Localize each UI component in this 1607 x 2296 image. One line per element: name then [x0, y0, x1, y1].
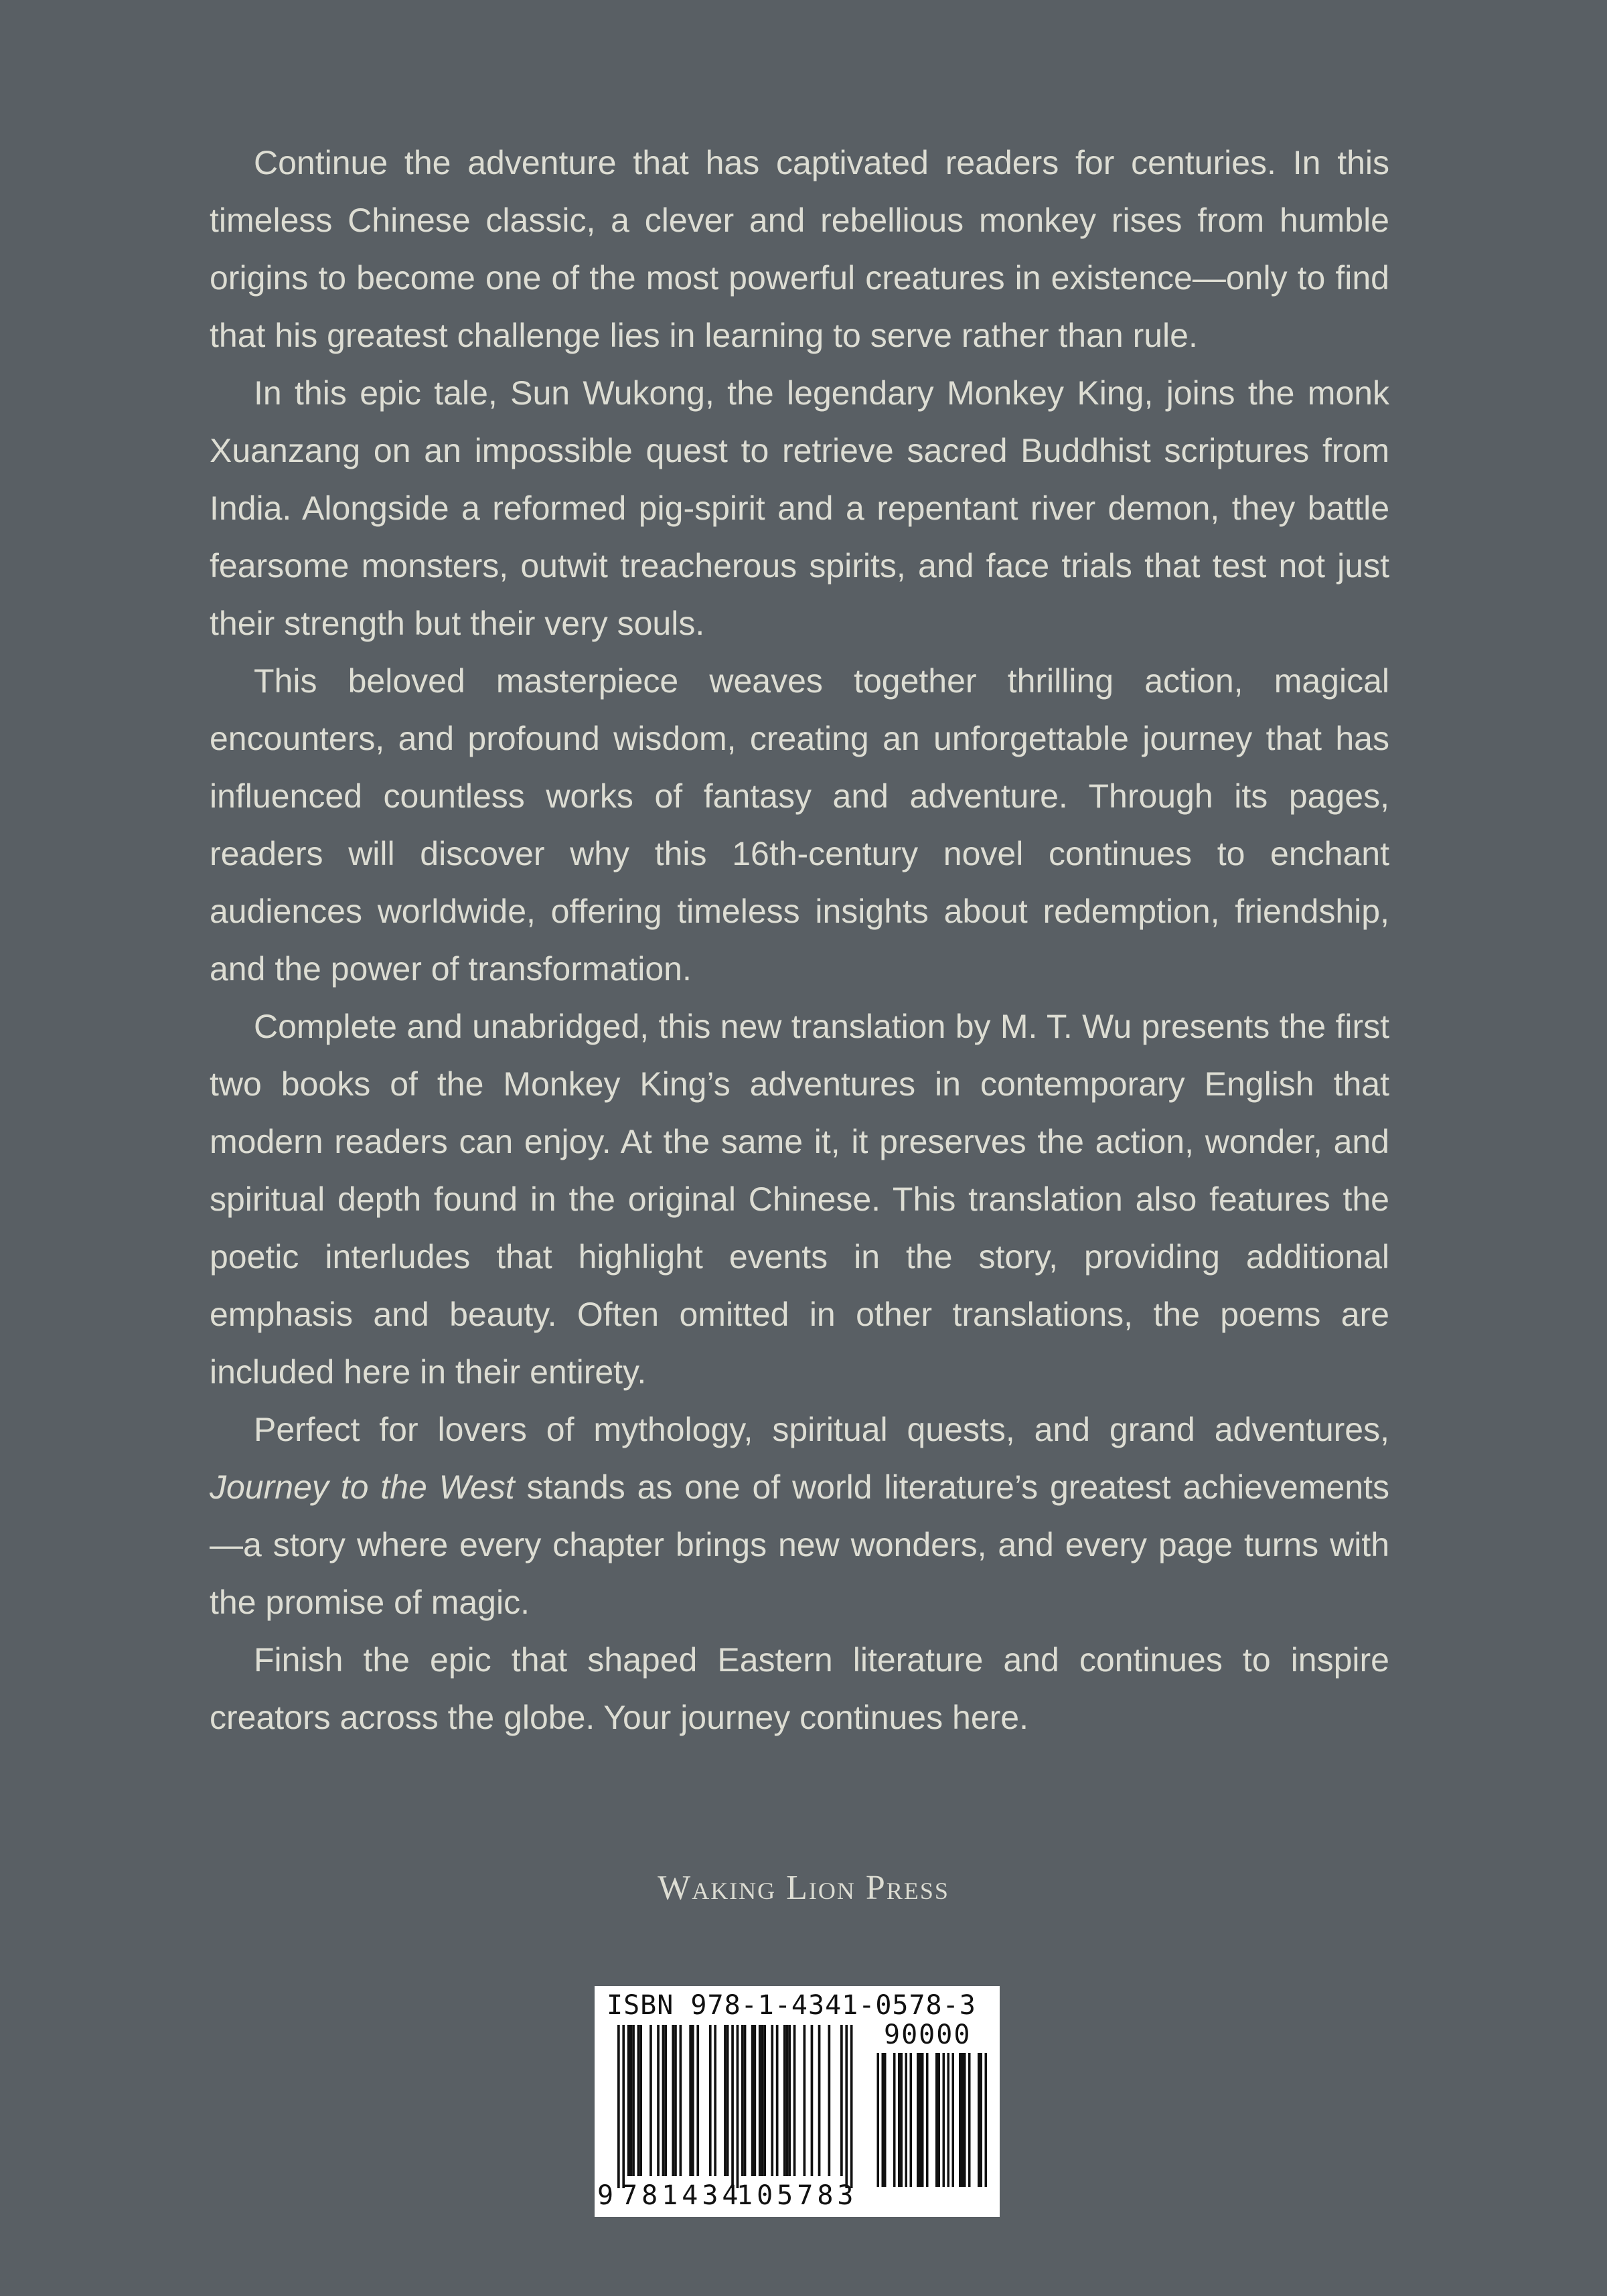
- book-title-italic: Journey to the West: [210, 1468, 515, 1506]
- data-bar: [637, 2025, 640, 2176]
- data-bar: [692, 2025, 694, 2176]
- data-bar: [818, 2025, 821, 2176]
- data-bar: [639, 2025, 642, 2176]
- data-bar: [776, 2025, 779, 2176]
- guard-bar: [731, 2025, 734, 2188]
- data-bar: [744, 2025, 747, 2176]
- ean-left-group: 781434: [621, 2180, 743, 2211]
- data-bar: [714, 2025, 716, 2176]
- blurb-paragraph-3: This beloved masterpiece weaves together thrilling action, magical encounters, and profound wisdom, creating an unforgettable journey that has influenced countless works of fantasy and adventure. Through its pages, readers will discover why this 16th-century novel continues to enchant audiences worldwide, offering timeless insights about redemption, friendship, and the power of transformation.: [210, 662, 1389, 988]
- guard-bar: [622, 2025, 625, 2188]
- blurb-paragraph-1: Continue the adventure that has captivated readers for centuries. In this timeless Chinese classic, a clever and rebellious monkey rises from humble origins to become one of the most powerful creatures in existence—only to find that his greatest challenge lies in learning to serve rather than rule.: [210, 144, 1389, 354]
- blurb-paragraph-2: In this epic tale, Sun Wukong, the legendary Monkey King, joins the monk Xuanzang on an impossible quest to retrieve sacred Buddhist scriptures from India. Alongside a reformed pig-spirit and a repentant river demon, they battle fearsome monsters, outwit treacherous spirits, and face trials that test not just their strength but their very souls.: [210, 374, 1389, 642]
- data-bar: [627, 2025, 630, 2176]
- isbn-label: ISBN 978-1-4341-0578-3: [607, 1990, 976, 2021]
- data-bar: [761, 2025, 764, 2176]
- ean-right-group: 105783: [737, 2180, 858, 2211]
- addon-bar: [919, 2053, 922, 2187]
- data-bar: [811, 2025, 814, 2176]
- addon-bar: [968, 2053, 971, 2187]
- data-bar: [672, 2025, 674, 2176]
- data-bar: [680, 2025, 682, 2176]
- data-bar: [751, 2025, 754, 2176]
- data-bar: [759, 2025, 761, 2176]
- data-bar: [828, 2025, 831, 2176]
- data-bar: [804, 2025, 806, 2176]
- addon-bar: [877, 2053, 880, 2187]
- guard-bar: [737, 2025, 739, 2188]
- blurb-paragraph-6: Finish the epic that shaped Eastern literature and continues to inspire creators across the globe. Your journey continues here.: [210, 1641, 1389, 1736]
- addon-bar: [893, 2053, 896, 2187]
- data-bar: [840, 2025, 843, 2176]
- addon-bar: [962, 2053, 964, 2187]
- data-bar: [786, 2025, 789, 2176]
- data-bar: [788, 2025, 791, 2176]
- data-bar: [630, 2025, 633, 2176]
- data-bar: [632, 2025, 635, 2176]
- addon-bar: [884, 2053, 887, 2187]
- addon-bar: [952, 2053, 955, 2187]
- addon-bar: [901, 2053, 903, 2187]
- addon-bar: [959, 2053, 962, 2187]
- guard-bar: [845, 2025, 848, 2188]
- data-bar: [649, 2025, 652, 2176]
- addon-bar: [938, 2053, 941, 2187]
- data-bar: [724, 2025, 726, 2176]
- data-bar: [726, 2025, 729, 2176]
- data-bar: [709, 2025, 712, 2176]
- data-bar: [689, 2025, 692, 2176]
- data-bar: [674, 2025, 677, 2176]
- data-bar: [754, 2025, 757, 2176]
- data-bar: [657, 2025, 660, 2176]
- blurb-text: [210, 134, 1389, 1746]
- addon-bar: [947, 2053, 950, 2187]
- data-bar: [771, 2025, 773, 2176]
- data-bar: [783, 2025, 786, 2176]
- isbn-barcode: [595, 1986, 1000, 2217]
- ean-first-digit: 9: [597, 2180, 614, 2211]
- publisher-name: Waking Lion Press: [658, 1869, 949, 1907]
- price-code: 90000: [884, 2019, 972, 2050]
- blurb-paragraph-4: Complete and unabridged, this new translation by M. T. Wu presents the first two books of the Monkey King’s adventures in contemporary English that modern readers can enjoy. At the same it, it preserves the action, wonder, and spiritual depth found in the original Chinese. This translation also features the poetic interludes that highlight events in the story, providing additional emphasis and beauty. Often omitted in other translations, the poems are included here in their entirety.: [210, 1008, 1389, 1391]
- data-bar: [793, 2025, 796, 2176]
- addon-bar: [921, 2053, 924, 2187]
- addon-bar: [964, 2053, 966, 2187]
- addon-bar: [935, 2053, 938, 2187]
- data-bar: [664, 2025, 667, 2176]
- blurb-paragraph-5-start: Perfect for lovers of mythology, spiritual quests, and grand adventures,: [254, 1411, 1389, 1448]
- addon-bar: [978, 2053, 980, 2187]
- addon-bar: [910, 2053, 913, 2187]
- data-bar: [662, 2025, 665, 2176]
- addon-bar: [926, 2053, 929, 2187]
- addon-bar: [943, 2053, 945, 2187]
- addon-bar: [985, 2053, 988, 2187]
- data-bar: [763, 2025, 766, 2176]
- guard-bar: [617, 2025, 620, 2188]
- addon-bar: [980, 2053, 983, 2187]
- guard-bar: [850, 2025, 853, 2188]
- addon-bar: [917, 2053, 919, 2187]
- blurb-paragraph-5-end: stands as one of world literature’s greatest achievements—a story where every chapter brings new wonders, and every page turns with the promise of magic.: [210, 1468, 1389, 1621]
- addon-bar: [905, 2053, 908, 2187]
- addon-bar: [898, 2053, 901, 2187]
- blurb-paragraph-5: [210, 1401, 1389, 1631]
- addon-bar: [882, 2053, 885, 2187]
- data-bar: [696, 2025, 699, 2176]
- data-bar: [741, 2025, 744, 2176]
